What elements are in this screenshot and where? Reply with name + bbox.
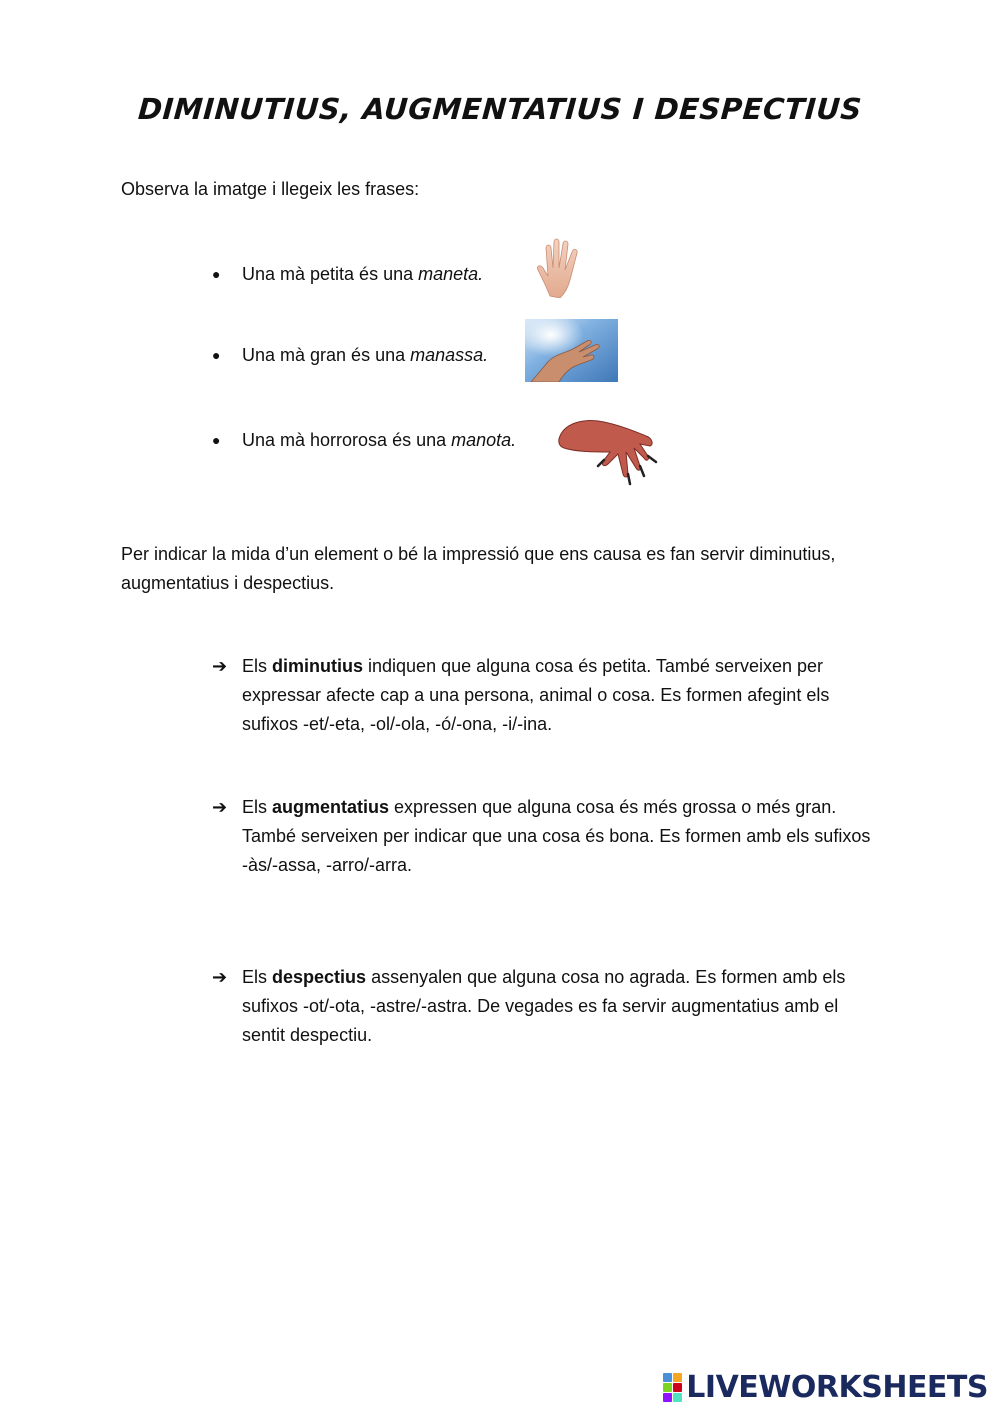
rule-term: augmentatius [272,797,390,817]
intro-text: Observa la imatge i llegeix les frases: [121,179,420,199]
example-text: Una mà petita és una [242,264,414,284]
bullet-icon: ● [212,266,221,282]
example-word: manassa. [410,345,489,365]
monster-hand-icon [556,416,662,496]
arrow-right-icon: ➔ [212,967,228,987]
example-text: Una mà gran és una [242,345,406,365]
small-hand-icon [532,236,590,298]
big-hand-sky-icon [525,319,618,382]
example-word: manota. [451,430,517,450]
liveworksheets-logo[interactable] [663,1370,988,1404]
explanation-text: Per indicar la mida d’un element o bé la impressió que ens causa es fan servir diminutius, augmentatius i despectius. [121,544,836,593]
rule-despectius [212,963,872,1050]
brand-name: LIVEWORKSHEETS [686,1369,988,1405]
bullet-icon: ● [212,347,221,363]
rule-text [242,652,872,739]
rule-prefix: Els [242,967,273,987]
arrow-right-icon: ➔ [212,656,228,676]
example-word: maneta. [418,264,484,284]
rule-diminutius [212,652,872,739]
rule-term: despectius [272,967,367,987]
rule-prefix: Els [242,656,273,676]
rule-text [242,963,872,1050]
bullet-icon: ● [212,432,221,448]
rule-term: diminutius [272,656,364,676]
liveworksheets-logo-icon [663,1373,682,1402]
rule-body: indiquen que alguna cosa és petita. També serveixen per expressar afecte cap a una persona, animal o cosa. Es formen afegint els sufixos -et/-eta, -ol/-ola, -ó/-ona, -i/-ina. [242,656,830,734]
rule-body: assenyalen que alguna cosa no agrada. Es formen amb els sufixos -ot/-ota, -astre/-astra. De vegades es fa servir augmentatius amb el sentit despectiu. [242,967,846,1045]
page-title: DIMINUTIUS, AUGMENTATIUS I DESPECTIUS [136,92,864,126]
example-monster-hand [212,426,516,455]
rule-augmentatius [212,793,872,880]
rule-text [242,793,872,880]
rule-prefix: Els [242,797,273,817]
example-small-hand [212,260,483,289]
rule-body: expressen que alguna cosa és més grossa o més gran. També serveixen per indicar que una cosa és bona. Es formen amb els sufixos -às/-assa, -arro/-arra. [242,797,871,875]
example-big-hand [212,341,488,370]
example-text: Una mà horrorosa és una [242,430,447,450]
arrow-right-icon: ➔ [212,797,228,817]
